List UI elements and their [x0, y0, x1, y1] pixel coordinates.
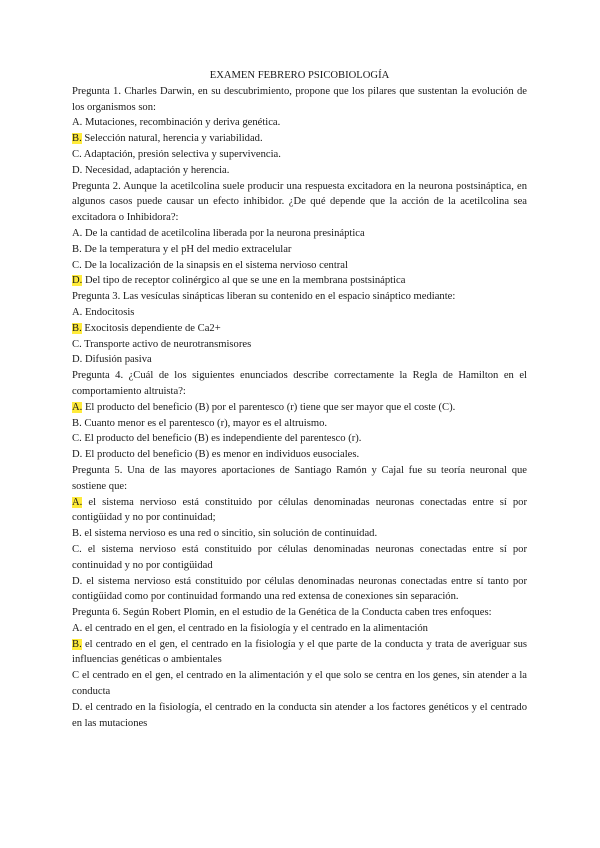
- option-letter: D.: [72, 575, 83, 587]
- q2-option-d: [72, 273, 527, 289]
- option-letter: D.: [72, 164, 83, 176]
- option-letter: D.: [72, 354, 83, 366]
- q1-option-b: [72, 131, 527, 147]
- q4-option-b: [72, 416, 527, 432]
- q5-option-a: [72, 495, 527, 527]
- question-4: Pregunta 4. ¿Cuál de los siguientes enunciados describe correctamente la Regla de Hamilton en el comportamiento altruista?:: [72, 370, 527, 397]
- option-text: Necesidad, adaptación y herencia.: [82, 164, 230, 176]
- answer-highlight: B.: [72, 638, 82, 650]
- option-letter: C.: [72, 338, 82, 350]
- q2-option-b: [72, 242, 527, 258]
- option-text: el centrado en el gen, el centrado en la fisiología y el que parte de la conducta y trata de averiguar sus influencias genéticas o ambientales: [72, 638, 527, 666]
- exam-page: [72, 68, 527, 731]
- option-letter: D.: [72, 449, 83, 461]
- option-letter: B.: [72, 243, 82, 255]
- option-text: Exocitosis dependiente de Ca2+: [81, 322, 221, 334]
- option-text: El producto del beneficio (B) por el parentesco (r) tiene que ser mayor que el coste (C).: [82, 401, 456, 413]
- option-text: De la cantidad de acetilcolina liberada por la neurona presináptica: [82, 227, 365, 239]
- option-text: Mutaciones, recombinación y deriva genética.: [82, 117, 281, 129]
- option-text: el sistema nervioso está constituido por células denominadas neuronas conectadas entre sí por continuidad y no por contigüidad: [72, 543, 527, 571]
- option-text: Cuanto menor es el parentesco (r), mayor es el altruismo.: [81, 417, 328, 429]
- q3-option-c: [72, 337, 527, 353]
- option-text: De la temperatura y el pH del medio extracelular: [81, 243, 292, 255]
- option-text: Transporte activo de neurotransmisores: [81, 338, 252, 350]
- answer-highlight: B.: [72, 133, 82, 145]
- option-text: el centrado en el gen, el centrado en la alimentación y el que solo se centra en los genes, sin atender a la conducta: [72, 670, 527, 698]
- option-letter: D.: [72, 701, 83, 713]
- q1-option-c: [72, 147, 527, 163]
- question-1: Pregunta 1. Charles Darwin, en su descubrimiento, propone que los pilares que sustentan la evolución de los organismos son:: [72, 85, 527, 113]
- answer-highlight: A.: [72, 496, 83, 508]
- option-text: El producto del beneficio (B) es menor en individuos eusociales.: [82, 449, 360, 461]
- question-6: Pregunta 6. Según Robert Plomin, en el estudio de la Genética de la Conducta caben tres enfoques:: [72, 607, 492, 619]
- page-title: EXAMEN FEBRERO PSICOBIOLOGÍA: [209, 70, 390, 81]
- option-text: Del tipo de receptor colinérgico al que se une en la membrana postsináptica: [82, 275, 406, 287]
- answer-highlight: B.: [72, 322, 82, 334]
- option-text: De la localización de la sinapsis en el sistema nervioso central: [81, 259, 348, 271]
- question-3: Pregunta 3. Las vesículas sinápticas liberan su contenido en el espacio sináptico mediante:: [72, 291, 456, 303]
- option-letter: A.: [72, 306, 83, 318]
- q2-option-c: [72, 258, 527, 274]
- q5-option-b: [72, 526, 527, 542]
- option-letter: C.: [72, 543, 82, 555]
- q6-option-a: [72, 621, 527, 637]
- answer-highlight: A.: [72, 401, 83, 413]
- q1-option-d: [72, 163, 527, 179]
- option-text: el sistema nervioso es una red o sincitio, sin solución de continuidad.: [81, 528, 378, 540]
- q1-option-a: [72, 115, 527, 131]
- option-letter: C: [72, 670, 80, 682]
- option-text: el centrado en el gen, el centrado en la fisiología y el centrado en la alimentación: [82, 622, 428, 634]
- q3-option-b: [72, 321, 527, 337]
- q4-option-d: [72, 447, 527, 463]
- q6-option-d: [72, 700, 527, 732]
- option-letter: C.: [72, 148, 82, 160]
- q5-option-d: [72, 574, 527, 606]
- option-letter: B.: [72, 528, 82, 540]
- option-text: el sistema nervioso está constituido por células denominadas neuronas conectadas entre sí tanto por contigüidad como por continuidad formando una red extensa de conexiones sin separación.: [72, 575, 527, 603]
- option-letter: A.: [72, 622, 83, 634]
- option-letter: C.: [72, 259, 82, 271]
- q2-option-a: [72, 226, 527, 242]
- option-text: El producto del beneficio (B) es independiente del parentesco (r).: [81, 433, 362, 445]
- q5-option-c: [72, 542, 527, 574]
- option-text: Difusión pasiva: [82, 354, 152, 366]
- option-letter: A.: [72, 227, 83, 239]
- question-5: Pregunta 5. Una de las mayores aportaciones de Santiago Ramón y Cajal fue su teoría neuronal que sostiene que:: [72, 464, 527, 492]
- option-letter: B.: [72, 417, 82, 429]
- q3-option-a: [72, 305, 527, 321]
- option-text: Endocitosis: [82, 306, 135, 318]
- option-text: Selección natural, herencia y variabilidad.: [81, 133, 263, 145]
- option-letter: C.: [72, 433, 82, 445]
- option-text: el sistema nervioso está constituido por células denominadas neuronas conectadas entre sí por contigüidad y no por continuidad;: [72, 496, 527, 524]
- q3-option-d: [72, 352, 527, 368]
- q4-option-c: [72, 431, 527, 447]
- q4-option-a: [72, 400, 527, 416]
- q6-option-c: [72, 668, 527, 700]
- question-2: Pregunta 2. Aunque la acetilcolina suele producir una respuesta excitadora en la neurona postsináptica, en algunos casos puede causar un efecto inhibidor. ¿De qué depende que la acción de la acetilcolina sea excitadora o Inhibidora?:: [72, 180, 527, 224]
- answer-highlight: D.: [72, 275, 83, 287]
- option-letter: A.: [72, 117, 83, 129]
- option-text: el centrado en la fisiología, el centrado en la conducta sin atender a los factores genéticos y el centrado en las mutaciones: [72, 701, 527, 729]
- option-text: Adaptación, presión selectiva y supervivencia.: [81, 148, 281, 160]
- q6-option-b: [72, 637, 527, 669]
